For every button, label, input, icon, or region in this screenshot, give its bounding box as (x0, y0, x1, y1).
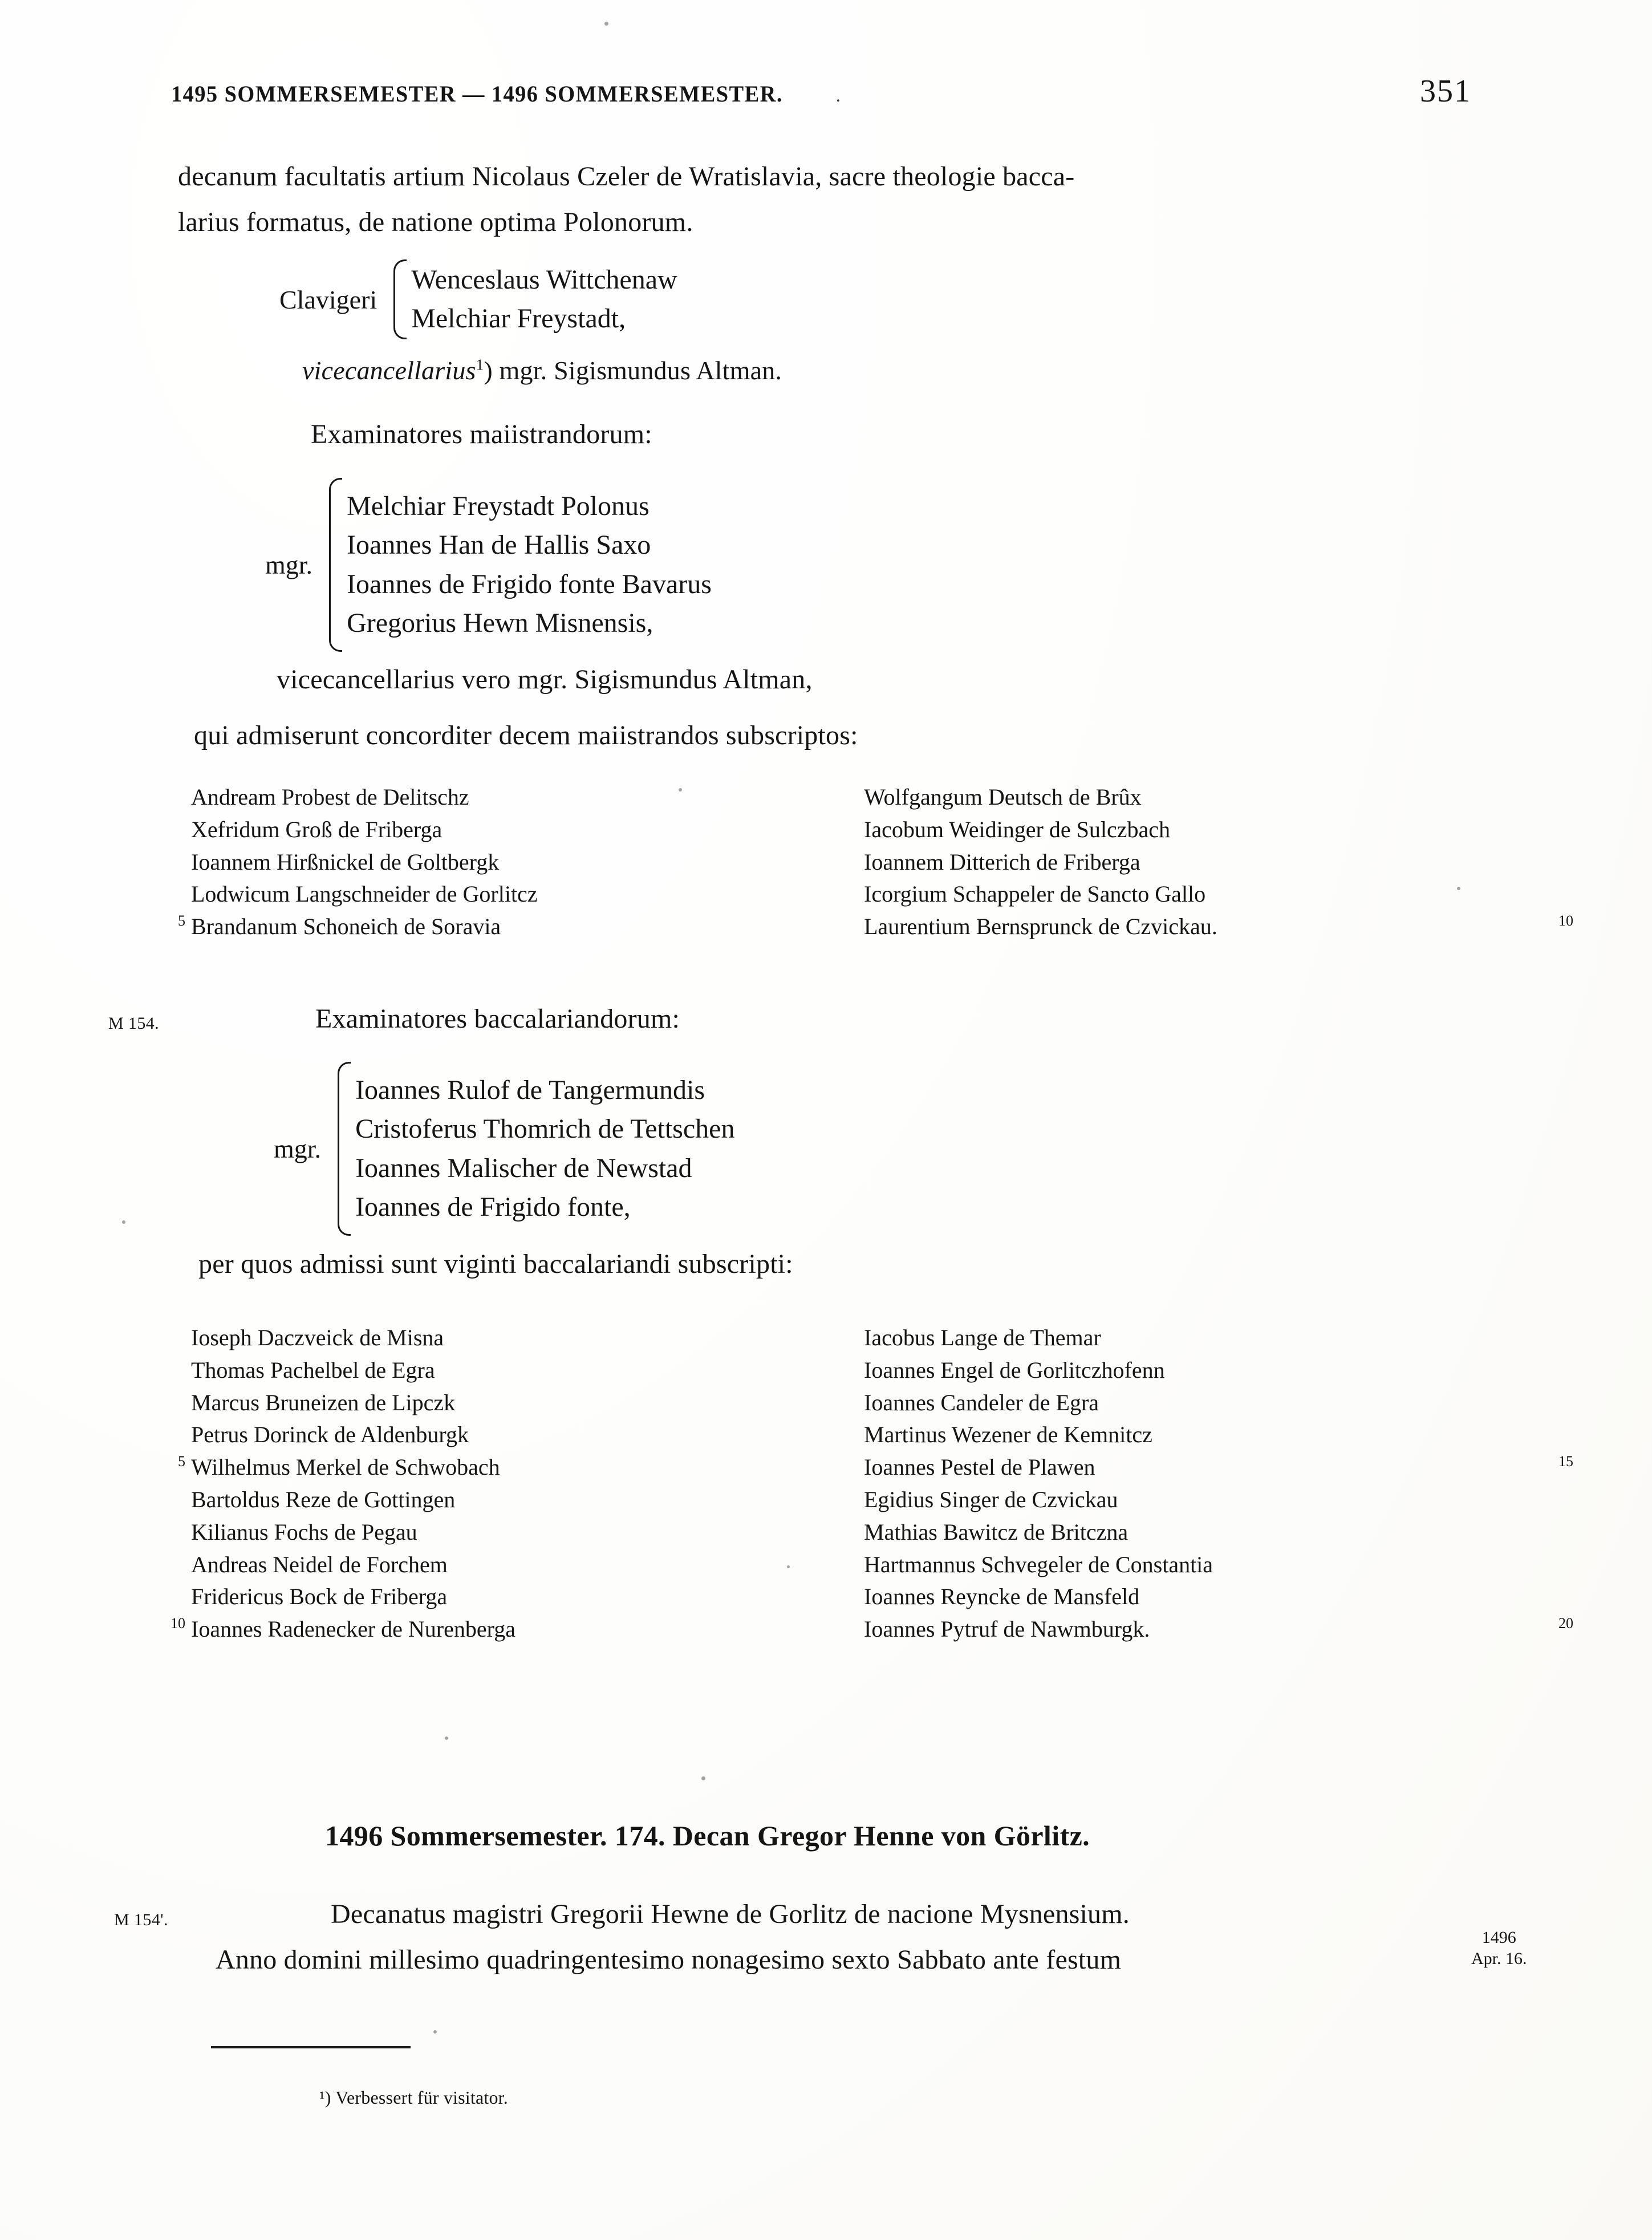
line-number-marker: 20 (1558, 1615, 1573, 1632)
scan-speck (701, 1776, 705, 1780)
list-item: Ioannes Engel de Gorlitczhofenn (864, 1357, 1165, 1383)
curly-brace-icon (328, 1062, 347, 1236)
vicecancellarius-line (302, 354, 782, 388)
list-item: Egidius Singer de Czvickau (864, 1486, 1118, 1512)
footnote-separator-rule (211, 2046, 411, 2048)
clavigeri-label: Clavigeri (279, 285, 378, 314)
examiner-item: Ioannes Han de Hallis Saxo (347, 530, 651, 561)
maiistrandi-left-column (178, 781, 864, 943)
list-item: Mathias Bawitcz de Britczna (864, 1519, 1129, 1545)
examiner-item: Ioannes Malischer de Newstad (355, 1153, 692, 1183)
vicecancellarius-vero-line: vicecancellarius vero mgr. Sigismundus Altman, (277, 664, 813, 695)
running-head (171, 73, 1483, 109)
curly-brace-icon (319, 478, 339, 652)
clavigeri-item: Melchiar Freystadt, (411, 303, 626, 334)
margin-reference-m154: M 154. (108, 1014, 160, 1033)
list-item: Martinus Wezener de Kemnitcz (864, 1422, 1152, 1448)
footnote-marker: 1 (476, 356, 484, 374)
closing-paragraph-line-1: Decanatus magistri Gregorii Hewne de Gorlitz de nacione Mysnensium. (331, 1899, 1130, 1929)
list-item-text: Ioannes Pytruf de Nawmburgk. (864, 1616, 1150, 1642)
list-item: Wolfgangum Deutsch de Brûx (864, 784, 1142, 810)
scan-speck (433, 2030, 437, 2034)
examiner-item: Gregorius Hewn Misnensis, (347, 607, 654, 638)
examiner-item: Cristoferus Thomrich de Tettschen (355, 1114, 735, 1145)
baccalariandorum-examiners-items (355, 1071, 734, 1227)
list-item: Andream Probest de Delitschz (191, 784, 469, 810)
list-item: Ioseph Daczveick de Misna (191, 1325, 444, 1350)
page-number: 351 (1420, 74, 1471, 109)
baccalariandi-left-column (171, 1322, 864, 1646)
list-item (178, 911, 864, 943)
mgr-label: mgr. (274, 1134, 322, 1163)
vicecancellarius-word: vicecancellarius (302, 356, 476, 385)
scan-speck (1457, 887, 1460, 890)
clavigeri-item: Wenceslaus Wittchenaw (411, 264, 677, 295)
line-number-marker: 5 (178, 912, 185, 930)
line-number-marker: 10 (171, 1615, 185, 1632)
marginal-date-note (1471, 1927, 1527, 1969)
line-number-marker: 10 (1558, 912, 1573, 930)
list-item: Xefridum Groß de Friberga (191, 816, 443, 842)
list-item (171, 1613, 864, 1646)
list-item (864, 1451, 1573, 1484)
baccalariandi-admission-line: per quos admissi sunt viginti baccalariandi subscripti: (198, 1249, 793, 1279)
list-item: Fridericus Bock de Friberga (191, 1584, 448, 1610)
scan-speck (679, 788, 682, 792)
list-item: Thomas Pachelbel de Egra (191, 1357, 435, 1383)
examiner-item: Ioannes de Frigido fonte, (355, 1191, 631, 1222)
list-item: Ioannes Candeler de Egra (864, 1389, 1099, 1415)
list-item (864, 1613, 1573, 1646)
scan-speck (445, 1736, 448, 1740)
scan-speck (604, 22, 608, 26)
running-head-title: 1495 SOMMERSEMESTER — 1496 SOMMERSEMESTER. (171, 81, 783, 107)
list-item: Lodwicum Langschneider de Gorlitcz (191, 881, 538, 907)
opening-paragraph-line-2: larius formatus, de natione optima Polonorum. (178, 207, 693, 237)
examiner-item: Melchiar Freystadt Polonus (347, 491, 650, 522)
clavigeri-items (411, 261, 677, 338)
vicecancellarius-rest: ) mgr. Sigismundus Altman. (484, 356, 782, 385)
list-item: Kilianus Fochs de Pegau (191, 1519, 417, 1545)
list-item-text: Ioannes Radenecker de Nurenberga (191, 1616, 516, 1642)
closing-paragraph-line-2: Anno domini millesimo quadringentesimo nonagesimo sexto Sabbato ante festum (216, 1945, 1122, 1975)
baccalariandi-right-column (864, 1322, 1573, 1646)
list-item: Hartmannus Schvegeler de Constantia (864, 1551, 1213, 1577)
list-item-text: Brandanum Schoneich de Soravia (191, 914, 501, 940)
examiner-item: Ioannes Rulof de Tangermundis (355, 1075, 705, 1106)
examiner-item: Ioannes de Frigido fonte Bavarus (347, 569, 712, 599)
list-item: Petrus Dorinck de Aldenburgk (191, 1422, 469, 1448)
list-item (178, 1451, 864, 1484)
maiistrandorum-examiners-items (347, 487, 712, 643)
maiistrandi-name-list (178, 781, 1573, 943)
margin-reference-m154-prime: M 154'. (114, 1910, 168, 1929)
list-item: Ioannes Reyncke de Mansfeld (864, 1584, 1140, 1610)
examinatores-baccalariandorum-heading: Examinatores baccalariandorum: (315, 1004, 680, 1034)
clavigeri-group (279, 259, 677, 339)
baccalariandi-name-list (171, 1322, 1573, 1646)
section-heading: 1496 Sommersemester. 174. Decan Gregor Henne von Görlitz. (325, 1820, 1090, 1852)
curly-brace-icon (384, 259, 403, 339)
list-item: Ioannem Ditterich de Friberga (864, 849, 1140, 875)
list-item: Bartoldus Reze de Gottingen (191, 1486, 456, 1512)
list-item: Ioannem Hirßnickel de Goltbergk (191, 849, 500, 875)
mgr-label: mgr. (265, 550, 313, 579)
list-item-text: Wilhelmus Merkel de Schwobach (191, 1454, 500, 1480)
scan-speck (122, 1220, 125, 1224)
list-item (864, 911, 1573, 943)
date-day: Apr. 16. (1471, 1949, 1527, 1968)
list-item: Iacobus Lange de Themar (864, 1325, 1101, 1350)
line-number-marker: 15 (1558, 1453, 1573, 1470)
examinatores-maiistrandorum-heading: Examinatores maiistrandorum: (311, 419, 652, 449)
opening-paragraph-line-1: decanum facultatis artium Nicolaus Czeler de Wratislavia, sacre theologie bacca- (178, 161, 1075, 192)
line-number-marker: 5 (178, 1453, 185, 1470)
scan-speck (787, 1565, 790, 1568)
list-item-text: Laurentium Bernsprunck de Czvickau. (864, 914, 1217, 940)
maiistrandi-right-column (864, 781, 1573, 943)
list-item: Andreas Neidel de Forchem (191, 1551, 448, 1577)
date-year: 1496 (1481, 1928, 1516, 1947)
footnote-text: ¹) Verbessert für visitator. (319, 2087, 508, 2108)
list-item: Iacobum Weidinger de Sulczbach (864, 816, 1170, 842)
maiistrandi-admission-line: qui admiserunt concorditer decem maiistrandos subscriptos: (194, 720, 858, 750)
list-item-text: Ioannes Pestel de Plawen (864, 1454, 1095, 1480)
list-item: Icorgium Schappeler de Sancto Gallo (864, 881, 1206, 907)
running-head-stray-mark: . (835, 85, 841, 106)
baccalariandorum-examiners-group (274, 1062, 734, 1236)
maiistrandorum-examiners-group (265, 478, 712, 652)
list-item: Marcus Bruneizen de Lipczk (191, 1389, 456, 1415)
